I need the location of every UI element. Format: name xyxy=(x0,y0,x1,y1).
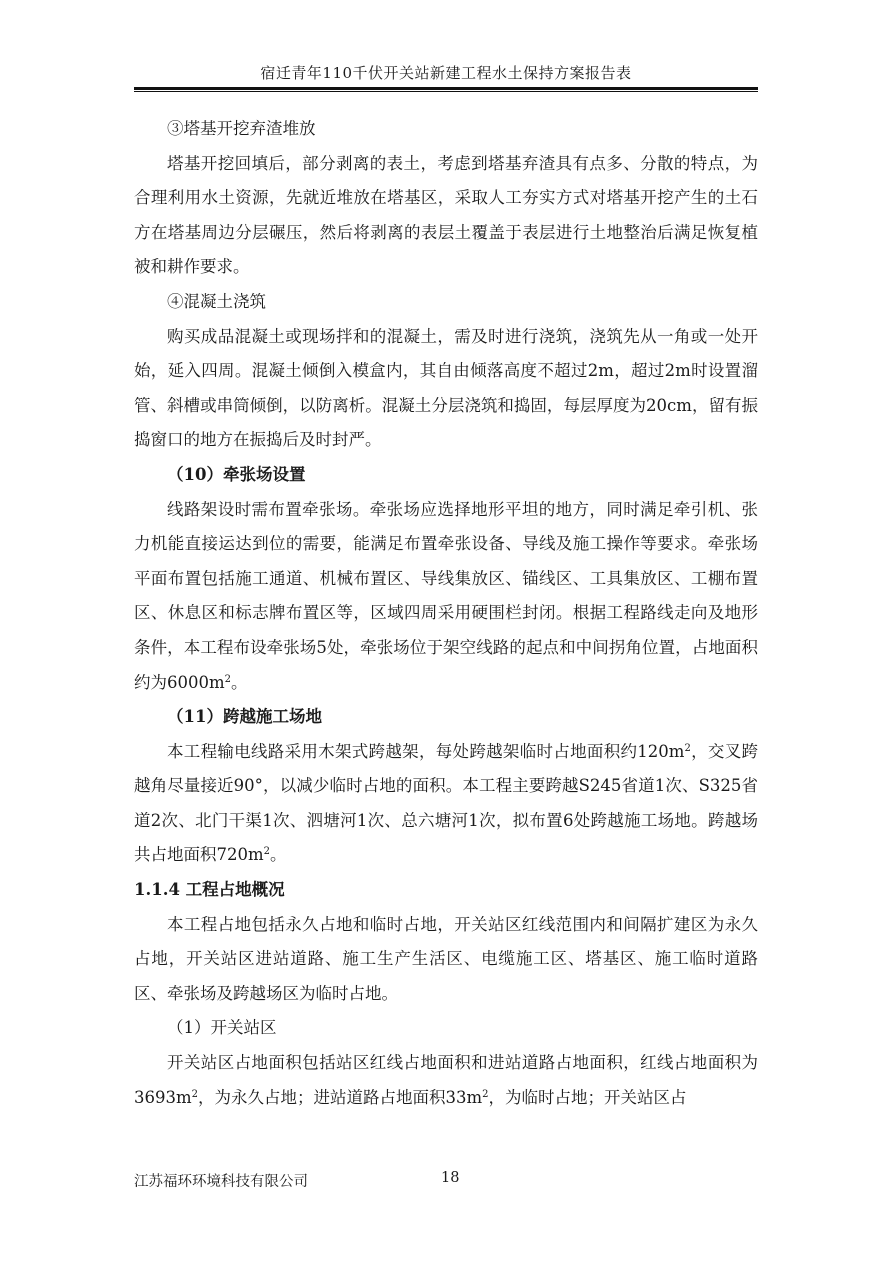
subheading-tower-spoil: ③塔基开挖弃渣堆放 xyxy=(167,119,316,138)
page-number: 18 xyxy=(441,1170,460,1186)
footer-company: 江苏福环环境科技有限公司 xyxy=(134,1174,308,1190)
header-rule-thick xyxy=(134,87,758,90)
header-rule-thin xyxy=(134,91,758,92)
paragraph-tower-spoil: 塔基开挖回填后，部分剥离的表土，考虑到塔基弃渣具有点多、分散的特点，为合理利用水土资源，先就近堆放在塔基区，采取人工夯实方式对塔基开挖产生的土石方在塔基周边分层碾压，然后将剥离的表层土覆盖于表层进行土地整治后满足恢复植被和耕作要求。 xyxy=(134,153,758,277)
body-text xyxy=(134,112,758,1115)
paragraph-crossing-site: 本工程输电线路采用木架式跨越架，每处跨越架临时占地面积约$120m^2$，交叉跨越角尽量接近90°，以减少临时占地的面积。本工程主要跨越S245省道1次、S325省道2次、北门干渠1次、泗塘河1次、总六塘河1次，拟布置6处跨越施工场地。跨越场共占地面积$720m^2$。 xyxy=(134,741,759,865)
section-heading-land-occupation: 1.1.4 工程占地概况 xyxy=(134,880,285,900)
heading-crossing-site: （11）跨越施工场地 xyxy=(167,707,322,727)
subheading-switch-station: （1）开关站区 xyxy=(167,1018,277,1038)
heading-tension-field: （10）牵张场设置 xyxy=(167,464,306,484)
paragraph-tension-field: 线路架设时需布置牵张场。牵张场应选择地形平坦的地方，同时满足牵引机、张力机能直接运达到位的需要，能满足布置牵张设备、导线及施工操作等要求。牵张场平面布置包括施工通道、机械布置区、导线集放区、锚线区、工具集放区、工棚布置区、休息区和标志牌布置区等，区域四周采用硬围栏封闭。根据工程路线走向及地形条件，本工程布设牵张场5处，牵张场位于架空线路的起点和中间拐角位置，占地面积约为$6000m^2$。 xyxy=(134,499,758,692)
paragraph-concrete: 购买成品混凝土或现场拌和的混凝土，需及时进行浇筑，浇筑先从一角或一处开始，延入四周。混凝土倾倒入模盒内，其自由倾落高度不超过2m，超过2m时设置溜管、斜槽或串筒倾倒，以防离析。混凝土分层浇筑和捣固，每层厚度为20cm，留有振捣窗口的地方在振捣后及时封严。 xyxy=(134,326,758,450)
paragraph-land-occupation: 本工程占地包括永久占地和临时占地，开关站区红线范围内和间隔扩建区为永久占地，开关站区进站道路、施工生产生活区、电缆施工区、塔基区、施工临时道路区、牵张场及跨越场区为临时占地。 xyxy=(134,914,758,1003)
paragraph-switch-station: 开关站区占地面积包括站区红线占地面积和进站道路占地面积，红线占地面积为$3693m^2$，为永久占地；进站道路占地面积$33m^2$，为临时占地；开关站区占 xyxy=(134,1053,758,1107)
header-title: 宿迁青年110千伏开关站新建工程水土保持方案报告表 xyxy=(260,64,632,82)
subheading-concrete: ④混凝土浇筑 xyxy=(167,291,266,311)
